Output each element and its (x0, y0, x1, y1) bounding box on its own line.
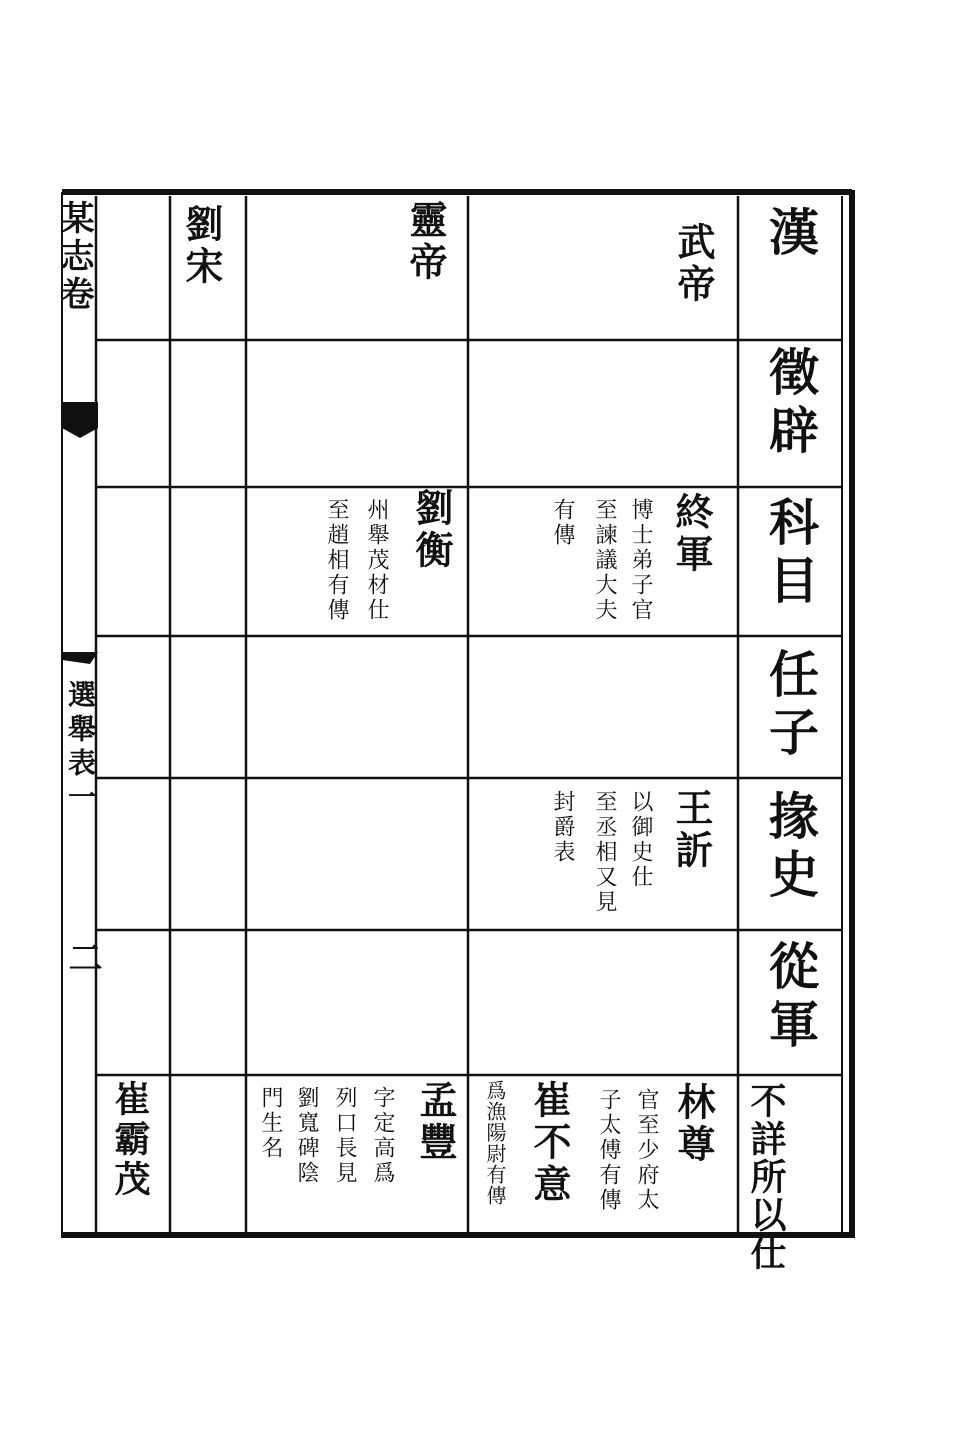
entry-zhongjun-note-b: 至諫議大夫 (592, 498, 617, 623)
entry-liuheng-note-b: 至趙相有傳 (324, 498, 349, 623)
entry-linzun-note-a: 官至少府太 (634, 1088, 659, 1213)
margin-page-number: 二 (62, 940, 102, 978)
row-header-han: 漢 (761, 206, 820, 264)
row-header-buxiang-text: 不詳所以仕 (745, 1082, 787, 1272)
entry-liuheng-name: 劉衡 (409, 488, 454, 572)
entry-zhongjun-name: 終軍 (669, 492, 714, 576)
row-header-buxiang (744, 1082, 840, 1272)
entry-wangxin-name: 王訢 (669, 788, 714, 872)
emperor-wudi: 武帝 (671, 222, 716, 306)
entry-linzun-name: 林尊 (671, 1082, 716, 1166)
entry-wangxin-note-c: 封爵表 (550, 790, 575, 865)
margin-title: 某志卷 (54, 200, 94, 314)
entry-zhongjun-note-c: 有傳 (550, 498, 575, 548)
fishtail-mark (62, 402, 98, 438)
entry-mengfeng-note-d: 門生名 (258, 1086, 283, 1161)
emperor-lingdi: 靈帝 (403, 200, 448, 284)
entry-mengfeng-note-b: 列口長見 (332, 1086, 357, 1186)
fishtail-mark (62, 652, 98, 664)
entry-cuibamao-name: 崔霸茂 (109, 1080, 151, 1200)
row-header-kemu: 科目 (761, 496, 820, 612)
margin-section-label: 選舉表一 (64, 680, 97, 816)
entry-cuibuyi-name: 崔不意 (527, 1080, 572, 1206)
row-header-renzi: 任子 (761, 648, 820, 764)
entry-mengfeng-note-c: 劉寬碑陰 (294, 1086, 319, 1186)
row-header-zhengbi: 徵辟 (761, 346, 820, 462)
entry-wangxin-note-b: 至丞相又見 (592, 790, 617, 915)
emperor-liusong: 劉宋 (179, 204, 224, 288)
entry-liuheng-note-a: 州舉茂材仕 (364, 498, 389, 623)
row-header-yuanshi: 掾史 (761, 790, 820, 906)
entry-wangxin-note-a: 以御史仕 (628, 790, 653, 890)
row-header-congjun: 從軍 (761, 940, 820, 1056)
entry-linzun-note-b: 子太傅有傳 (596, 1088, 621, 1213)
entry-mengfeng-note-a: 字定高爲 (370, 1086, 395, 1186)
entry-cuibuyi-note-a: 爲漁陽尉有傳 (483, 1080, 507, 1206)
entry-zhongjun-note-a: 博士弟子官 (628, 498, 653, 623)
entry-mengfeng-name: 孟豐 (413, 1080, 458, 1164)
